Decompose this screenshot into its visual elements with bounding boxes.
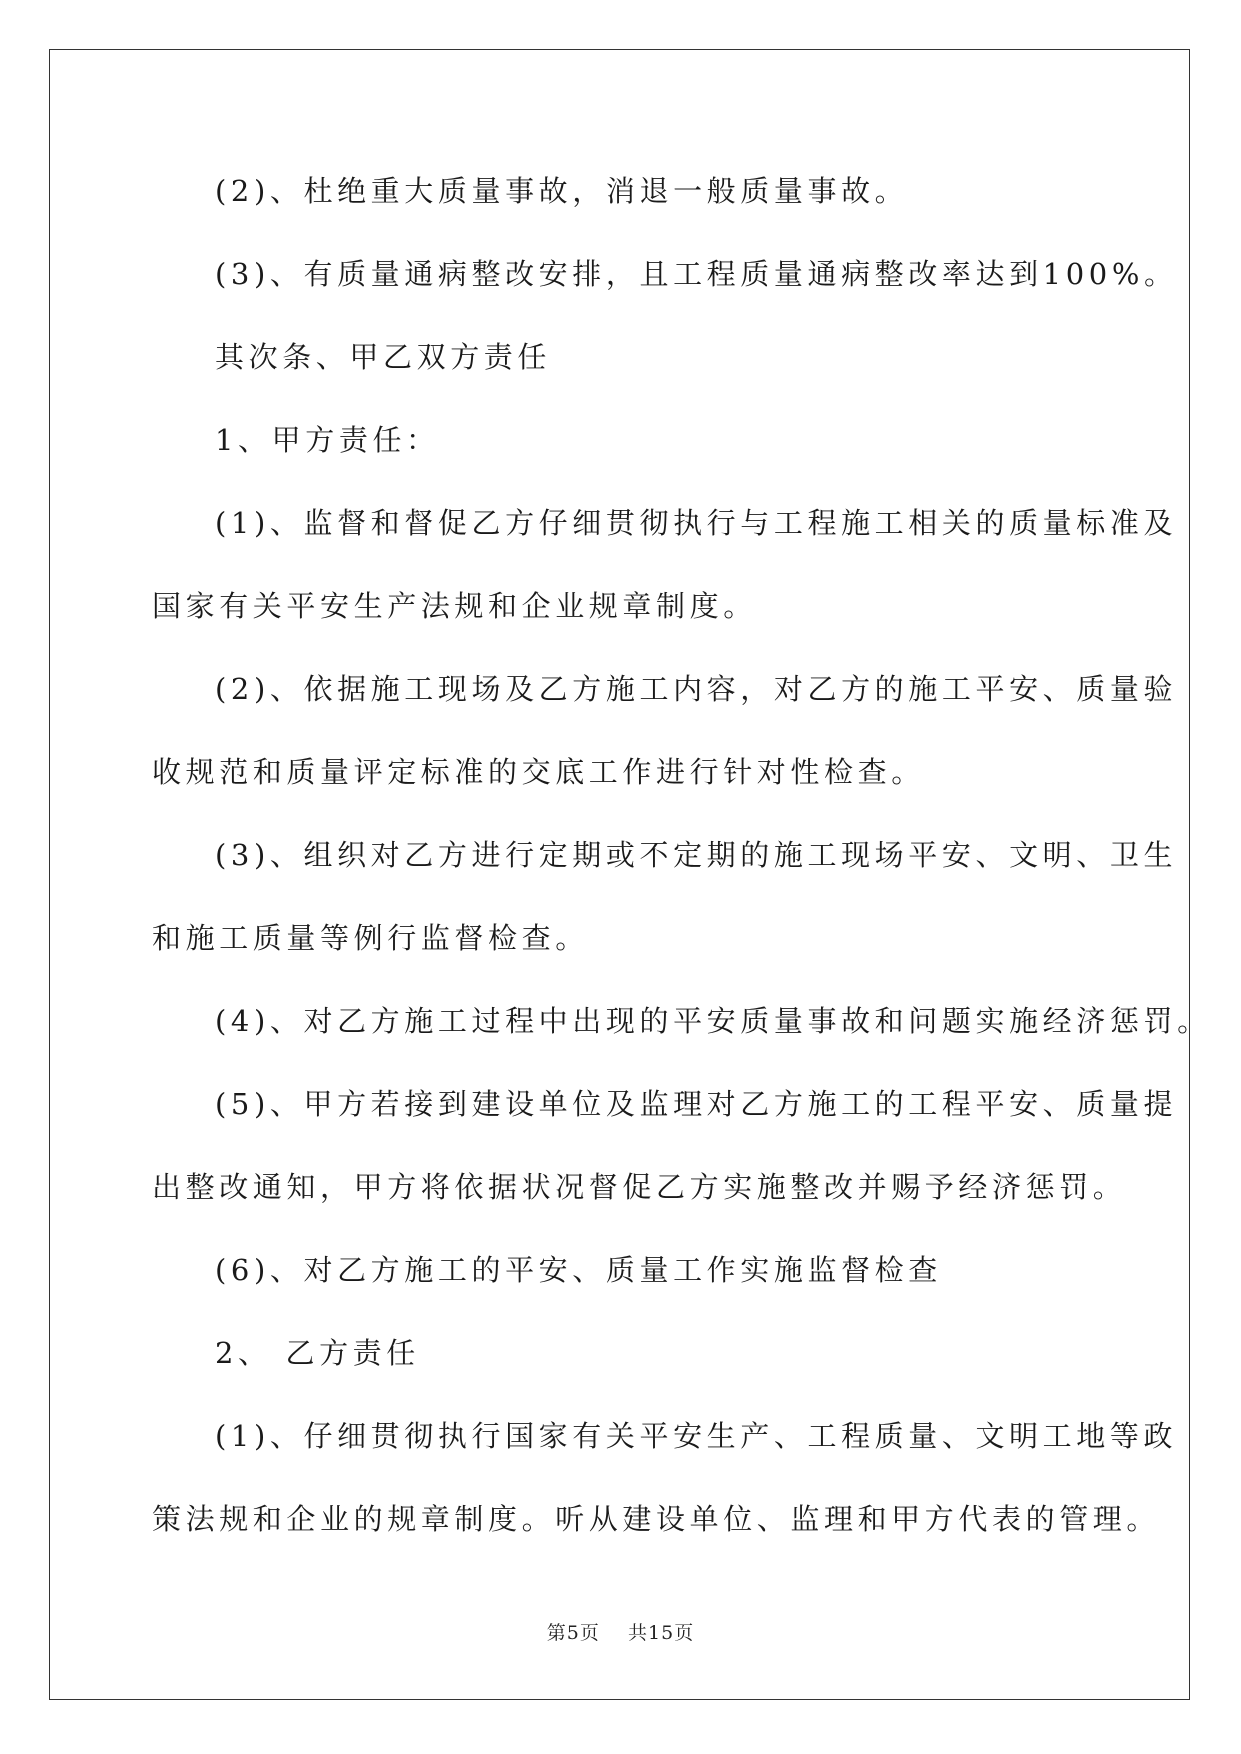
subsection-heading: 2、 乙方责任 <box>215 1336 420 1370</box>
paragraph-line: 国家有关平安生产法规和企业规章制度。 <box>152 589 757 623</box>
paragraph-line: (3)、组织对乙方进行定期或不定期的施工现场平安、文明、卫生 <box>215 838 1178 872</box>
paragraph-line: (2)、杜绝重大质量事故，消退一般质量事故。 <box>215 174 909 208</box>
paragraph-line: (3)、有质量通病整改安排，且工程质量通病整改率达到100%。 <box>215 257 1178 291</box>
paragraph-line: 策法规和企业的规章制度。听从建设单位、监理和甲方代表的管理。 <box>152 1502 1161 1536</box>
paragraph-line: 出整改通知，甲方将依据状况督促乙方实施整改并赐予经济惩罚。 <box>152 1170 1127 1204</box>
paragraph-line: (2)、依据施工现场及乙方施工内容，对乙方的施工平安、质量验 <box>215 672 1178 706</box>
paragraph-line: 和施工质量等例行监督检查。 <box>152 921 589 955</box>
section-heading: 其次条、甲乙双方责任 <box>215 340 552 374</box>
paragraph-line: (1)、仔细贯彻执行国家有关平安生产、工程质量、文明工地等政 <box>215 1419 1178 1453</box>
paragraph-line: (6)、对乙方施工的平安、质量工作实施监督检查 <box>215 1253 942 1287</box>
subsection-heading: 1、甲方责任： <box>215 423 440 457</box>
paragraph-line: (1)、监督和督促乙方仔细贯彻执行与工程施工相关的质量标准及 <box>215 506 1178 540</box>
paragraph-line: (5)、甲方若接到建设单位及监理对乙方施工的工程平安、质量提 <box>215 1087 1178 1121</box>
paragraph-line: 收规范和质量评定标准的交底工作进行针对性检查。 <box>152 755 925 789</box>
paragraph-line: (4)、对乙方施工过程中出现的平安质量事故和问题实施经济惩罚。 <box>215 1004 1211 1038</box>
page-number-footer: 第5页 共15页 <box>546 1622 695 1644</box>
